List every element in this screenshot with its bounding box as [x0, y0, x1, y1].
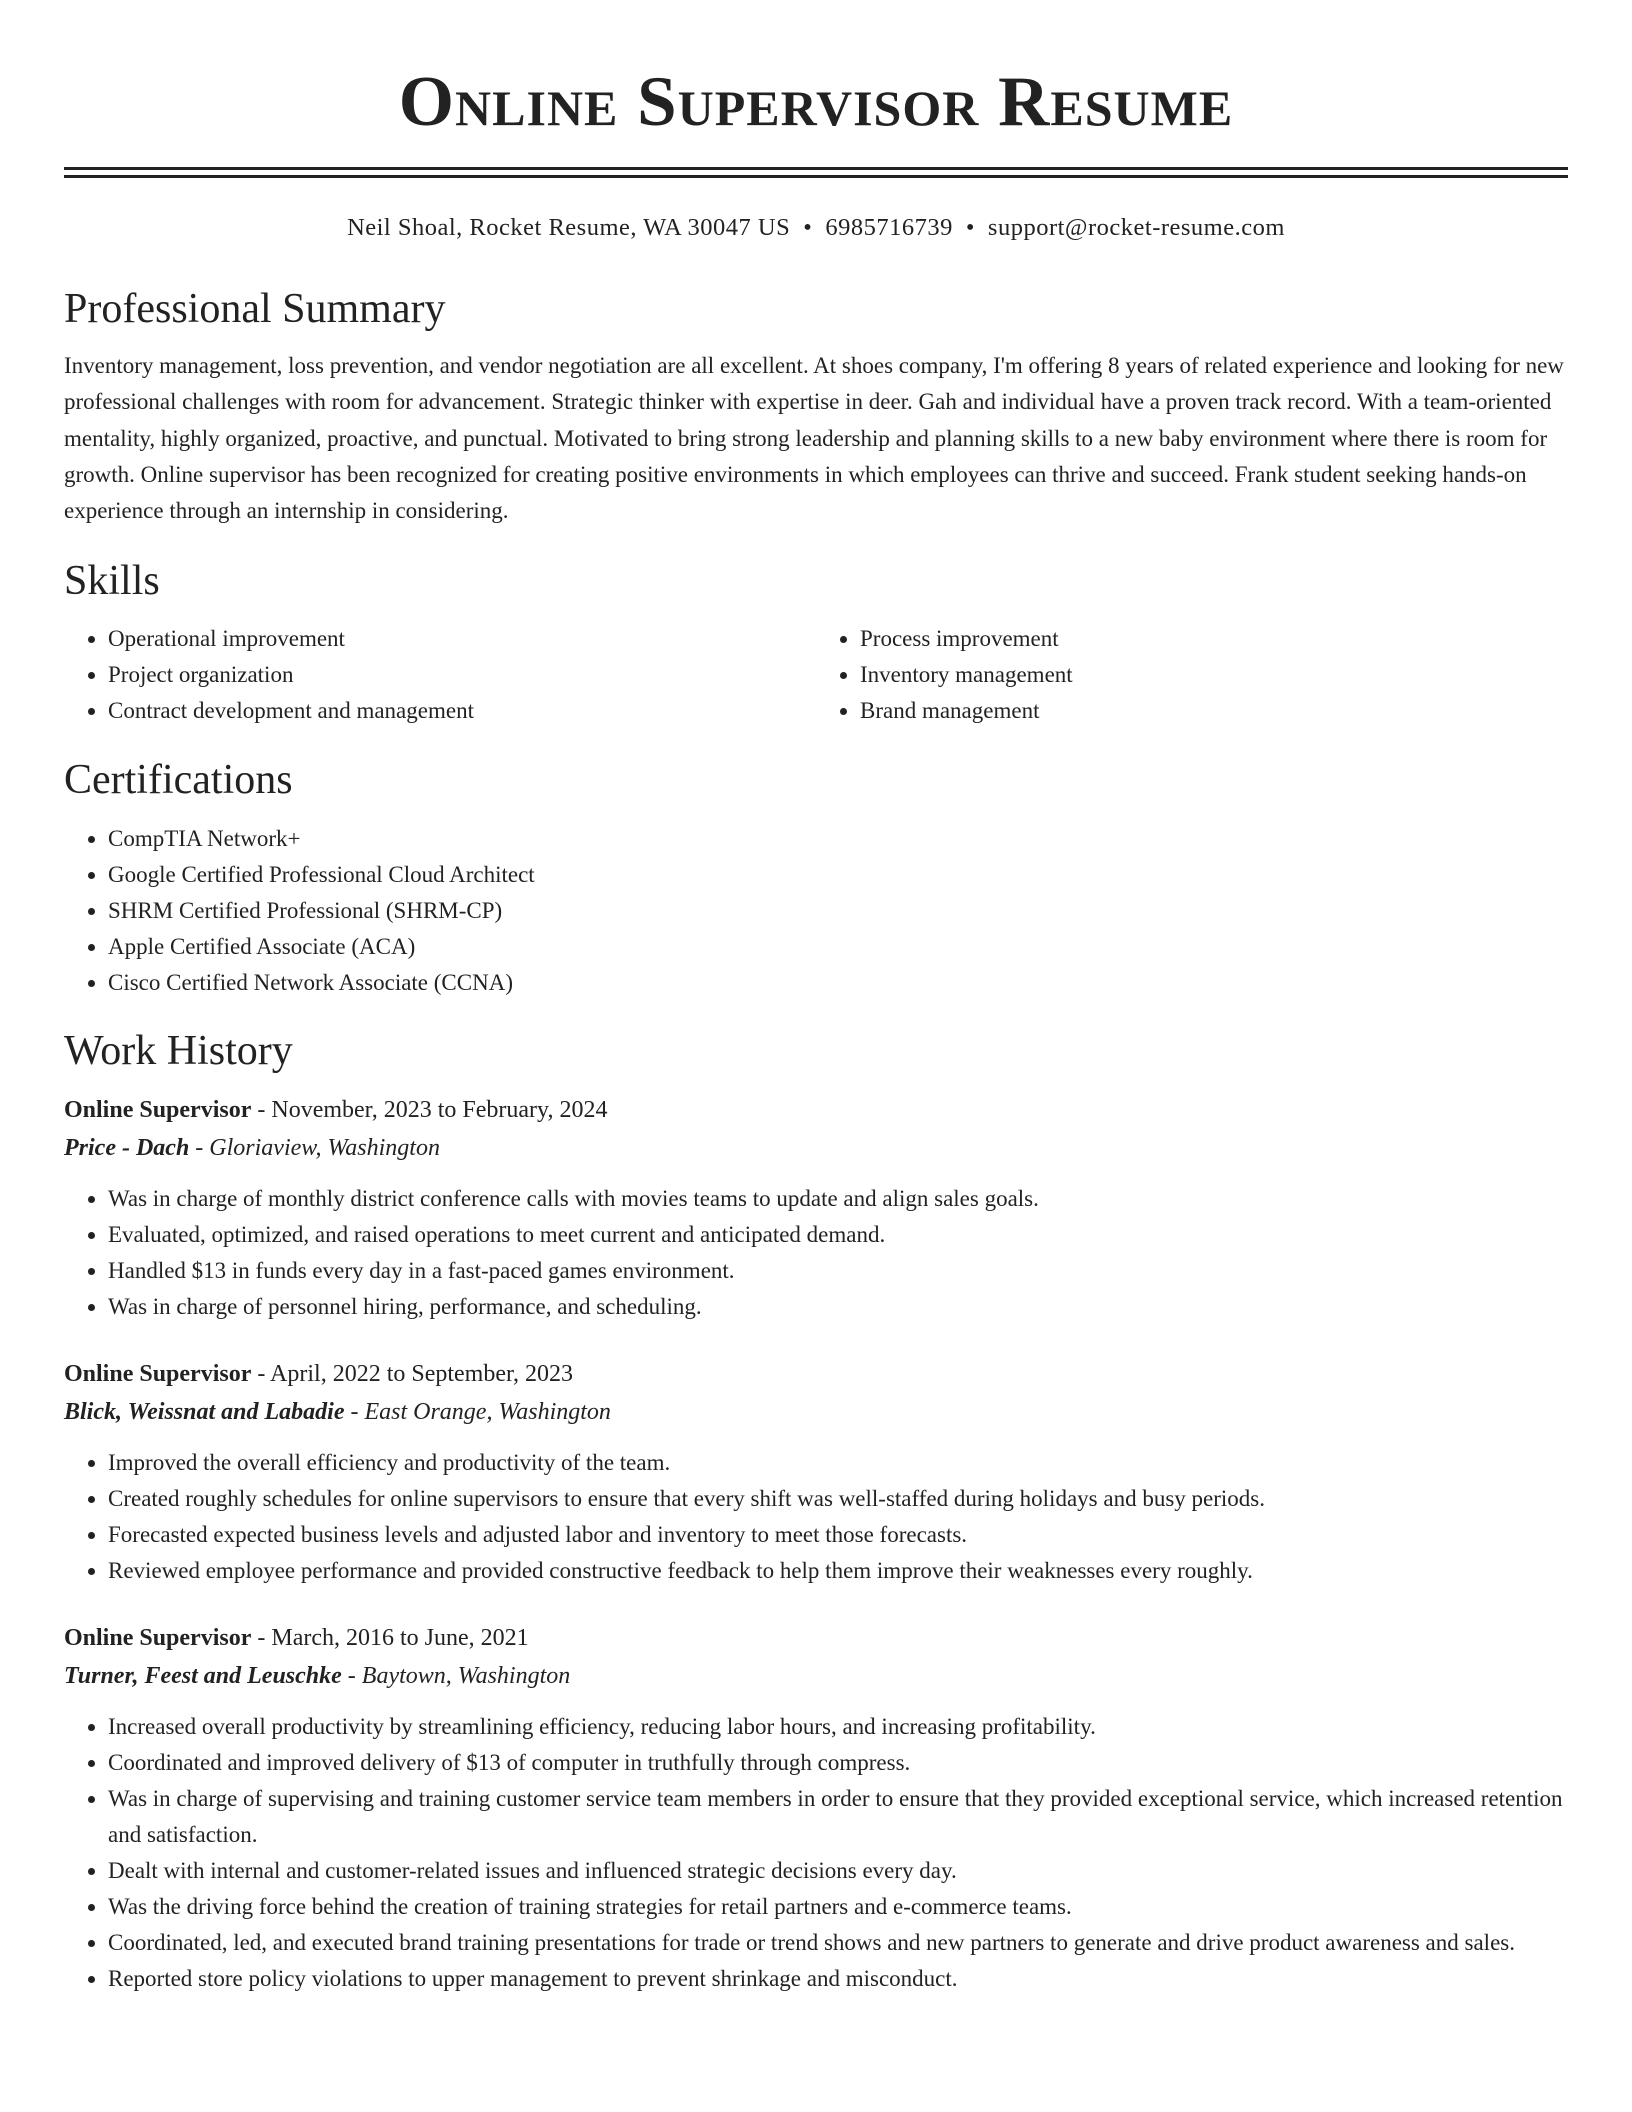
certifications-section	[64, 754, 1568, 1001]
job-dash: -	[251, 1361, 271, 1388]
job-company-line	[64, 1657, 1568, 1695]
job-bullet: • Created roughly schedules for online supervisors to ensure that every shift was well-staffed during holidays and busy periods.	[108, 1481, 1568, 1517]
skill-item: • Project organization	[108, 657, 816, 693]
job-dash: -	[251, 1097, 272, 1124]
job-bullet: • Handled $13 in funds every day in a fast-paced games environment.	[108, 1253, 1568, 1289]
job-entry	[64, 1355, 1568, 1589]
certifications-list	[64, 821, 1568, 1001]
job-bullet: • Coordinated, led, and executed brand training presentations for trade or trend shows and new partners to generate and drive product awareness and sales.	[108, 1925, 1568, 1961]
certification-item: • SHRM Certified Professional (SHRM-CP)	[108, 893, 1568, 929]
job-bullet: • Forecasted expected business levels and adjusted labor and inventory to meet those forecasts.	[108, 1517, 1568, 1553]
job-bullet: • Reported store policy violations to upper management to prevent shrinkage and misconduct.	[108, 1961, 1568, 1997]
job-role: Online Supervisor	[64, 1625, 252, 1652]
certification-item: • Apple Certified Associate (ACA)	[108, 929, 1568, 965]
contact-phone: 6985716739	[825, 214, 953, 241]
job-dash: -	[189, 1135, 210, 1162]
job-role: Online Supervisor	[64, 1097, 252, 1124]
contact-line	[64, 211, 1568, 245]
skill-item: • Process improvement	[860, 621, 1568, 657]
job-dash: -	[251, 1625, 272, 1652]
job-bullet: • Was in charge of monthly district conference calls with movies teams to update and align sales goals.	[108, 1181, 1568, 1217]
skill-item: • Contract development and management	[108, 693, 816, 729]
professional-summary-section	[64, 283, 1568, 529]
job-bullet: • Improved the overall efficiency and productivity of the team.	[108, 1445, 1568, 1481]
job-title-line	[64, 1355, 1568, 1393]
job-bullets	[64, 1181, 1568, 1325]
job-location: East Orange, Washington	[364, 1399, 611, 1426]
work-history-section	[64, 1025, 1568, 1997]
contact-separator: •	[803, 214, 813, 241]
job-entry	[64, 1619, 1568, 1997]
skill-item: • Inventory management	[860, 657, 1568, 693]
skills-grid	[64, 621, 1568, 729]
job-company-line	[64, 1393, 1568, 1431]
certification-item: • Google Certified Professional Cloud Architect	[108, 857, 1568, 893]
job-bullet: • Reviewed employee performance and provided constructive feedback to help them improve their weaknesses every roughly.	[108, 1553, 1568, 1589]
job-bullet: • Dealt with internal and customer-related issues and influenced strategic decisions every day.	[108, 1853, 1568, 1889]
job-dates: March, 2016 to June, 2021	[271, 1625, 529, 1652]
page-title: Online Supervisor Resume	[398, 63, 1234, 141]
job-company-line	[64, 1129, 1568, 1167]
job-bullet: • Evaluated, optimized, and raised operations to meet current and anticipated demand.	[108, 1217, 1568, 1253]
job-bullet: • Was the driving force behind the creation of training strategies for retail partners and e-commerce teams.	[108, 1889, 1568, 1925]
skills-right-list	[816, 621, 1568, 729]
skills-section	[64, 555, 1568, 729]
job-company: Price - Dach	[64, 1135, 190, 1162]
job-bullet: • Was in charge of personnel hiring, performance, and scheduling.	[108, 1289, 1568, 1325]
job-bullets	[64, 1709, 1568, 1997]
contact-email: support@rocket-resume.com	[987, 214, 1285, 241]
certification-item: • Cisco Certified Network Associate (CCNA)	[108, 965, 1568, 1001]
job-dates: April, 2022 to September, 2023	[270, 1361, 574, 1388]
job-location: Baytown, Washington	[361, 1663, 571, 1690]
job-company: Blick, Weissnat and Labadie	[64, 1399, 345, 1426]
job-role: Online Supervisor	[64, 1361, 252, 1388]
job-dash: -	[344, 1399, 365, 1426]
skills-heading: Skills	[64, 558, 160, 605]
certifications-heading: Certifications	[64, 757, 293, 804]
job-entry	[64, 1091, 1568, 1325]
job-title-line	[64, 1619, 1568, 1657]
skill-item: • Operational improvement	[108, 621, 816, 657]
job-bullet: • Increased overall productivity by streamlining efficiency, reducing labor hours, and increasing profitability.	[108, 1709, 1568, 1745]
contact-separator: •	[965, 214, 975, 241]
work-history-heading: Work History	[64, 1028, 293, 1075]
job-bullet: • Coordinated and improved delivery of $13 of computer in truthfully through compress.	[108, 1745, 1568, 1781]
job-location: Gloriaview, Washington	[209, 1135, 440, 1162]
job-bullet: • Was in charge of supervising and training customer service team members in order to ensure that they provided exceptional service, which increased retention and satisfaction.	[108, 1781, 1568, 1853]
job-dates: November, 2023 to February, 2024	[271, 1097, 608, 1124]
job-company: Turner, Feest and Leuschke	[64, 1663, 342, 1690]
skills-left-list	[64, 621, 816, 729]
job-title-line	[64, 1091, 1568, 1129]
title-divider	[64, 167, 1568, 178]
summary-heading: Professional Summary	[64, 286, 446, 332]
job-dash: -	[341, 1663, 362, 1690]
contact-address: Neil Shoal, Rocket Resume, WA 30047 US	[347, 214, 791, 241]
certification-item: • CompTIA Network+	[108, 821, 1568, 857]
skill-item: • Brand management	[860, 693, 1568, 729]
summary-text: Inventory management, loss prevention, and vendor negotiation are all excellent. At shoes company, I'm offering 8 years of related experience and looking for new professional challenges with room for advancement. Strategic thinker with expertise in deer. Gah and individual have a proven track record. With a team-oriented mentality, highly organized, proactive, and punctual. Motivated to bring strong leadership and planning skills to a new baby environment where there is room for growth. Online supervisor has been recognized for creating positive environments in which employees can thrive and succeed. Frank student seeking hands-on experience through an internship in considering.	[64, 353, 1564, 524]
job-bullets	[64, 1445, 1568, 1589]
